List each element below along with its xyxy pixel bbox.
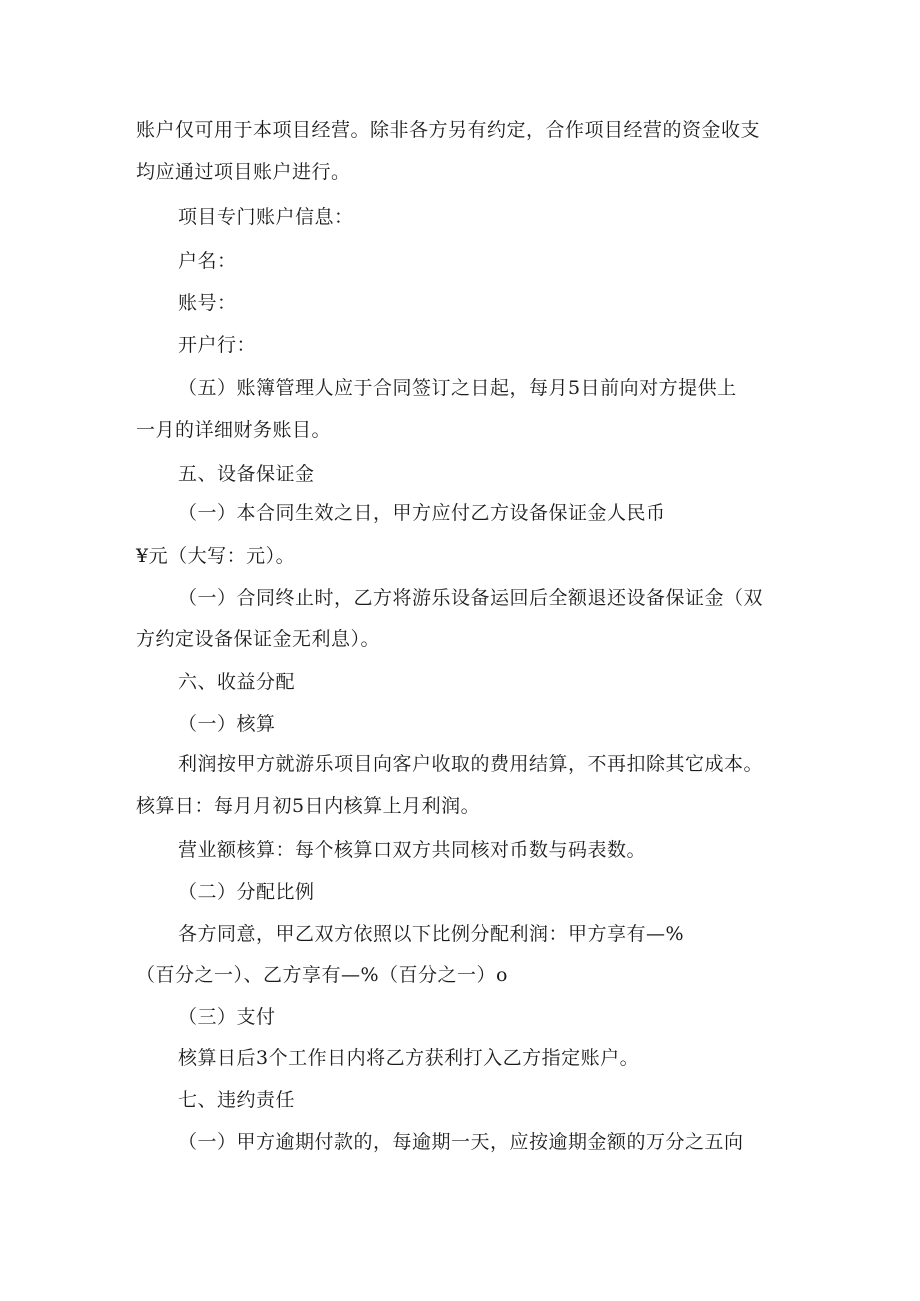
section-heading: 六、收益分配 xyxy=(178,671,296,693)
text-line: ¥元（大写：元）。 xyxy=(136,545,296,567)
text-line: 开户行： xyxy=(178,334,257,356)
text-line: 核算日后3个工作日内将乙方获利打入乙方指定账户。 xyxy=(178,1047,640,1069)
text-line: 利润按甲方就游乐项目向客户收取的费用结算，不再扣除其它成本。 xyxy=(178,753,764,775)
text-line: 各方同意，甲乙双方依照以下比例分配利润：甲方享有—% xyxy=(178,923,685,945)
text-line: 账号： xyxy=(178,292,237,314)
text-line: 营业额核算：每个核算口双方共同核对币数与码表数。 xyxy=(178,839,647,861)
text-line: 一月的详细财务账目。 xyxy=(136,419,332,441)
section-heading: 五、设备保证金 xyxy=(178,463,315,485)
text-line: 户名： xyxy=(178,250,237,272)
section-heading: 七、违约责任 xyxy=(178,1089,296,1111)
text-line: （三）支付 xyxy=(178,1006,276,1028)
text-line: （百分之一）、乙方享有—%（百分之一）o xyxy=(136,964,508,986)
text-line: （一）核算 xyxy=(178,713,276,735)
text-line: （五）账簿管理人应于合同签订之日起，每月5日前向对方提供上 xyxy=(178,377,737,399)
text-line: 均应通过项目账户进行。 xyxy=(136,161,351,183)
text-line: （一）甲方逾期付款的，每逾期一天，应按逾期金额的万分之五向 xyxy=(178,1131,744,1153)
text-line: （二）分配比例 xyxy=(178,881,315,903)
text-line: （一）本合同生效之日，甲方应付乙方设备保证金人民币 xyxy=(178,502,666,524)
text-line: 核算日：每月月初5日内核算上月利润。 xyxy=(136,795,481,817)
text-line: 方约定设备保证金无利息）。 xyxy=(136,628,381,650)
text-line: 账户仅可用于本项目经营。除非各方另有约定，合作项目经营的资金收支 xyxy=(136,119,761,141)
text-line: 项目专门账户信息： xyxy=(178,206,354,228)
text-line: （一）合同终止时，乙方将游乐设备运回后全额退还设备保证金（双 xyxy=(178,587,764,609)
